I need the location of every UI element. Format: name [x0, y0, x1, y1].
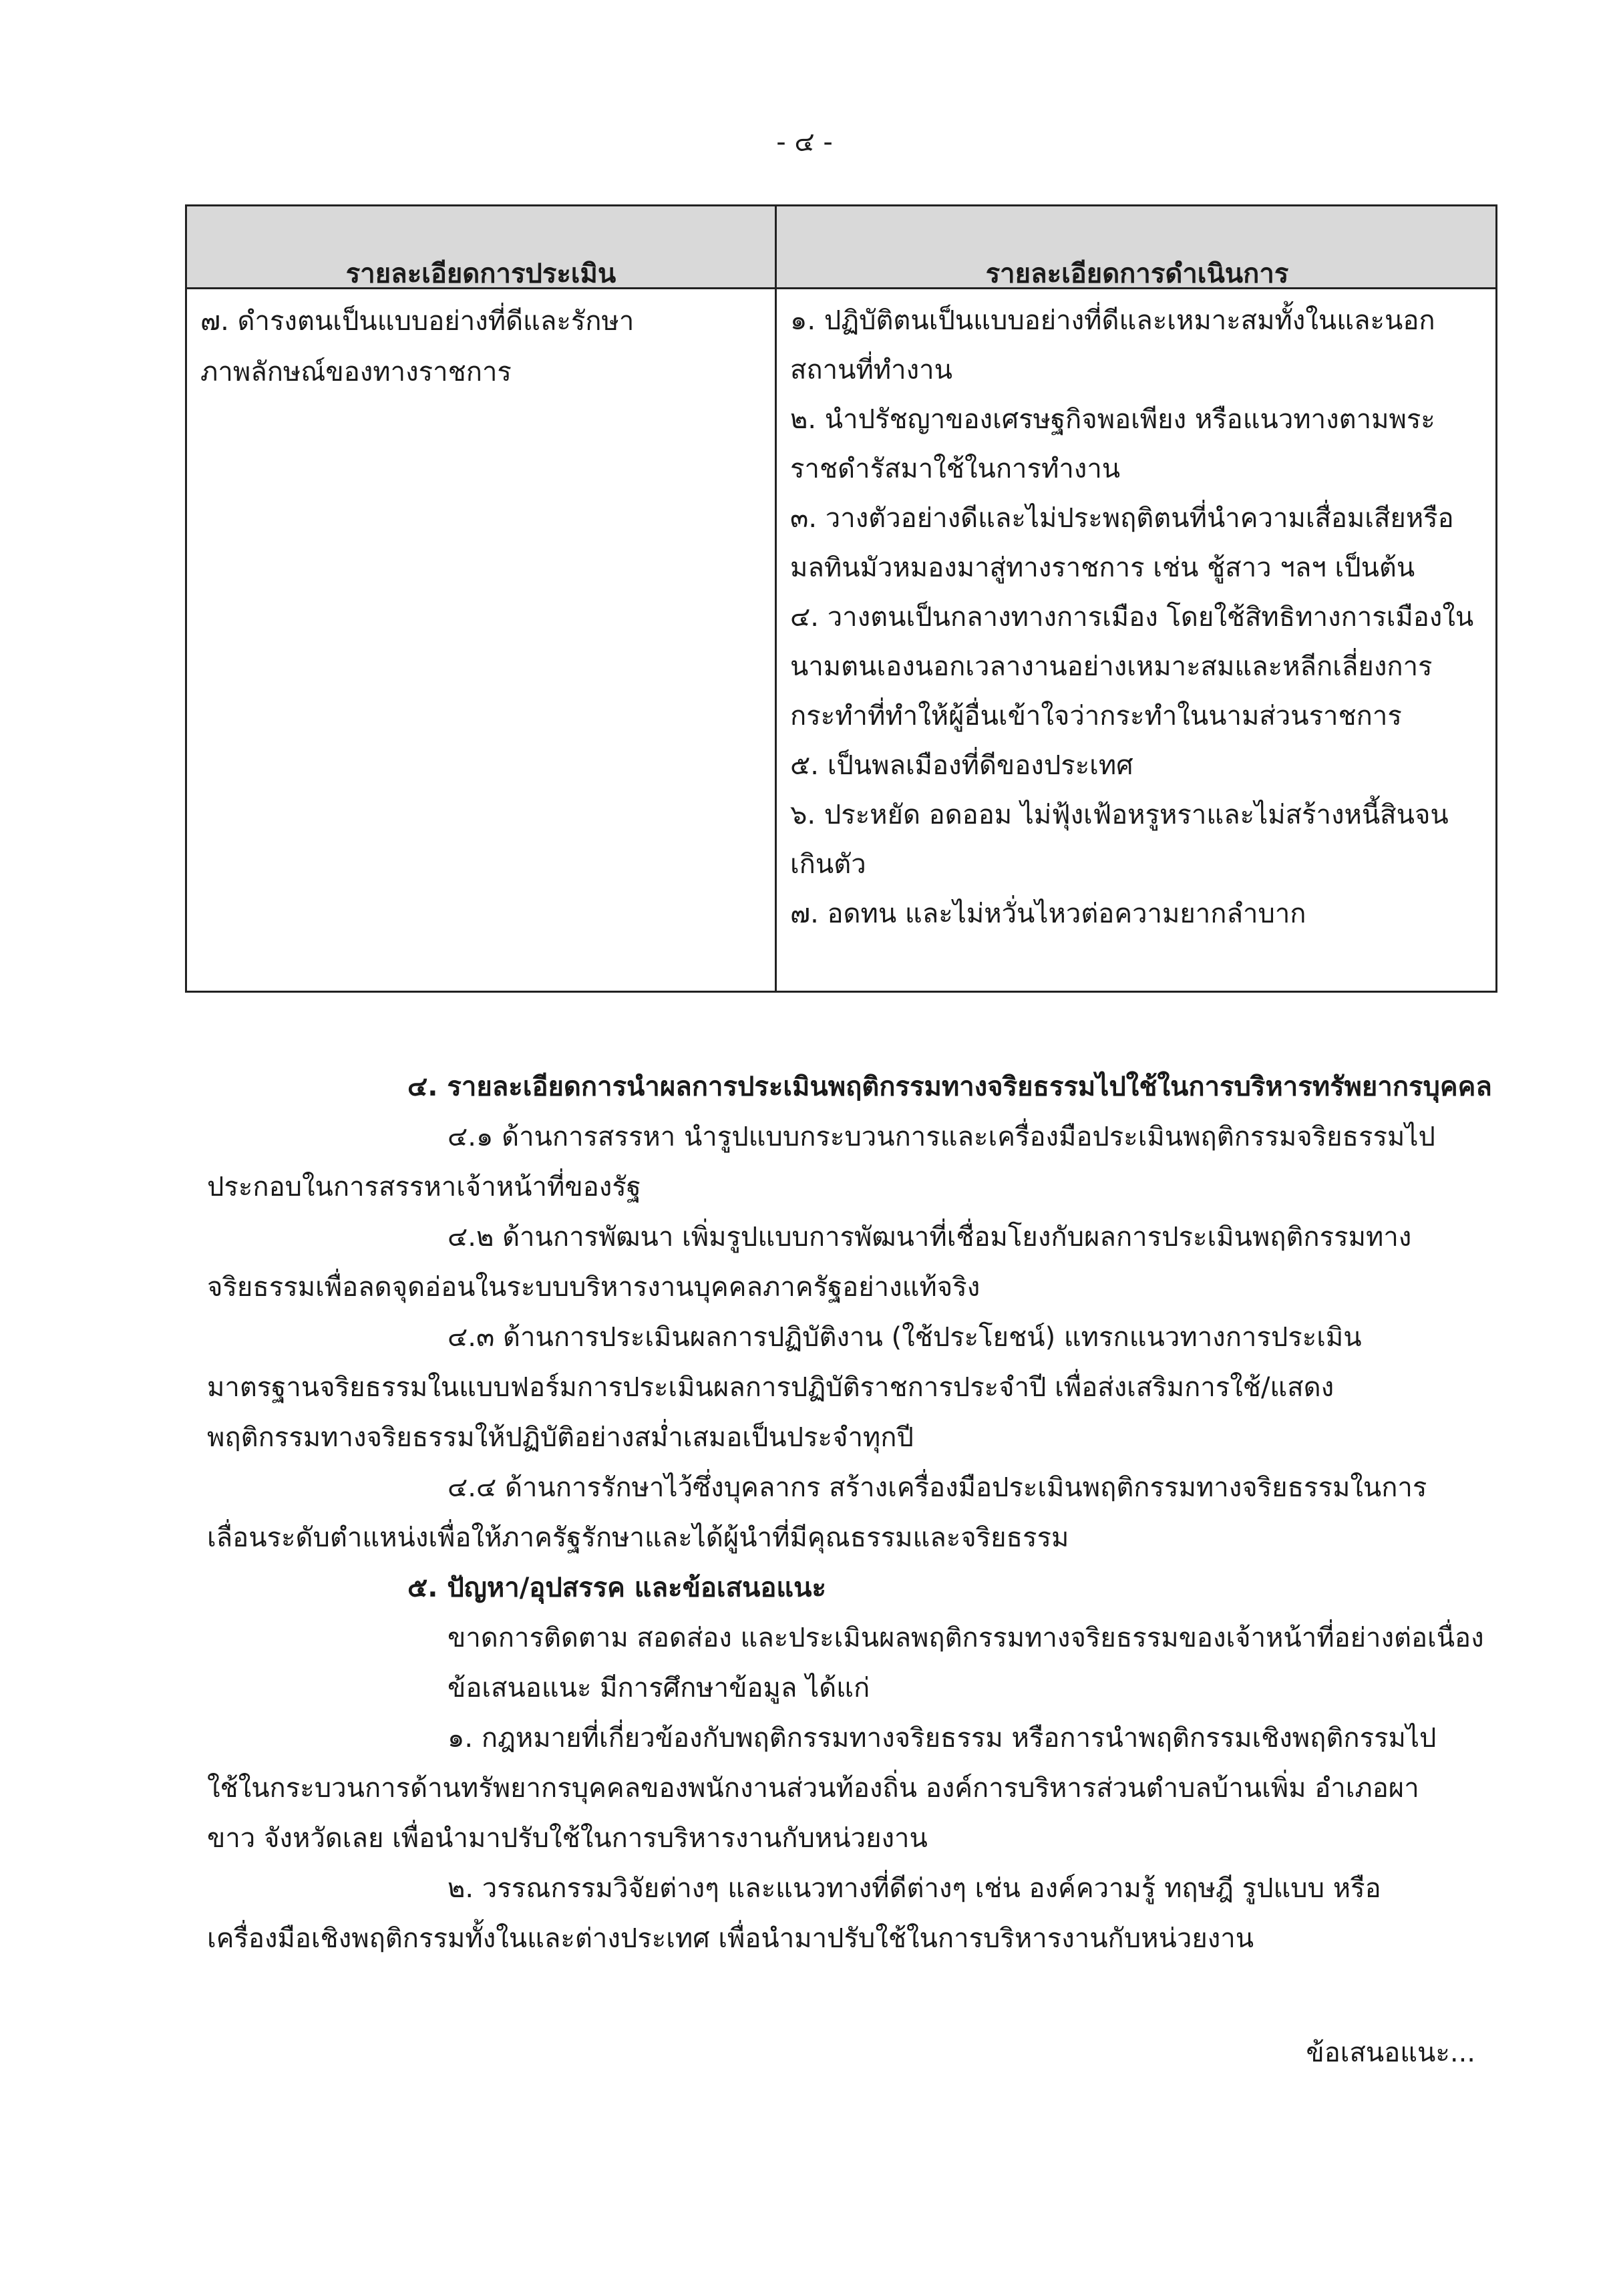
table-text-line: ๕. เป็นพลเมืองที่ดีของประเทศ: [790, 750, 1133, 781]
table-text-line: ๗. อดทน และไม่หวั่นไหวต่อความยากลำบาก: [790, 898, 1306, 929]
body-line: เลื่อนระดับตำแหน่งเพื่อให้ภาครัฐรักษาและได้ผู้นำที่มีคุณธรรมและจริยธรรม: [207, 1522, 1069, 1553]
body-line: พฤติกรรมทางจริยธรรมให้ปฏิบัติอย่างสม่ำเสมอเป็นประจำทุกปี: [207, 1422, 914, 1453]
table-text-line: ราชดำรัสมาใช้ในการทำงาน: [790, 454, 1121, 484]
body-line: ๔.๔ ด้านการรักษาไว้ซึ่งบุคลากร สร้างเครื่องมือประเมินพฤติกรรมทางจริยธรรมในการ: [448, 1472, 1427, 1503]
section5-heading: ๕. ปัญหา/อุปสรรค และข้อเสนอแนะ: [407, 1573, 826, 1603]
table-text-line: ๖. ประหยัด อดออม ไม่ฟุ้งเฟ้อหรูหราและไม่สร้างหนี้สินจน: [790, 800, 1449, 830]
table-text-line: สถานที่ทำงาน: [790, 355, 952, 385]
body-line: ขาดการติดตาม สอดส่อง และประเมินผลพฤติกรรมทางจริยธรรมของเจ้าหน้าที่อย่างต่อเนื่อง: [448, 1623, 1484, 1653]
body-line: เครื่องมือเชิงพฤติกรรมทั้งในและต่างประเทศ เพื่อนำมาปรับใช้ในการบริหารงานกับหน่วยงาน: [207, 1923, 1254, 1954]
table-text-line: ๒. นำปรัชญาของเศรษฐกิจพอเพียง หรือแนวทางตามพระ: [790, 404, 1435, 435]
table-cell-operation: [790, 296, 1491, 939]
page-number: - ๔ -: [776, 127, 833, 158]
table-text-line: กระทำที่ทำให้ผู้อื่นเข้าใจว่ากระทำในนามส่วนราชการ: [790, 701, 1402, 731]
body-line: จริยธรรมเพื่อลดจุดอ่อนในระบบบริหารงานบุคคลภาครัฐอย่างแท้จริง: [207, 1272, 980, 1303]
body-line: ๔.๑ ด้านการสรรหา นำรูปแบบกระบวนการและเครื่องมือประเมินพฤติกรรมจริยธรรมไป: [448, 1122, 1435, 1152]
section4-heading: ๔. รายละเอียดการนำผลการประเมินพฤติกรรมทางจริยธรรมไปใช้ในการบริหารทรัพยากรบุคคล: [407, 1072, 1492, 1102]
body-line: ๔.๒ ด้านการพัฒนา เพิ่มรูปแบบการพัฒนาที่เชื่อมโยงกับผลการประเมินพฤติกรรมทาง: [448, 1222, 1412, 1253]
body-line: ๔.๓ ด้านการประเมินผลการปฏิบัติงาน (ใช้ประโยชน์) แทรกแนวทางการประเมิน: [448, 1322, 1362, 1353]
body-line: ๑. กฎหมายที่เกี่ยวข้องกับพฤติกรรมทางจริยธรรม หรือการนำพฤติกรรมเชิงพฤติกรรมไป: [448, 1723, 1437, 1754]
table-text-line: นามตนเองนอกเวลางานอย่างเหมาะสมและหลีกเลี่ยงการ: [790, 651, 1433, 682]
body-line: มาตรฐานจริยธรรมในแบบฟอร์มการประเมินผลการปฏิบัติราชการประจำปี เพื่อส่งเสริมการใช้/แสดง: [207, 1372, 1334, 1403]
table-text-line: ภาพลักษณ์ของทางราชการ: [200, 357, 512, 387]
table-header-evaluation-detail: รายละเอียดการประเมิน: [345, 259, 616, 289]
table-cell-evaluation: [200, 296, 761, 397]
table-text-line: ๗. ดำรงตนเป็นแบบอย่างที่ดีและรักษา: [200, 306, 635, 337]
table-column-divider: [775, 206, 777, 991]
body-line: ขาว จังหวัดเลย เพื่อนำมาปรับใช้ในการบริหารงานกับหน่วยงาน: [207, 1823, 928, 1854]
body-line: ๒. วรรณกรรมวิจัยต่างๆ และแนวทางที่ดีต่างๆ เช่น องค์ความรู้ ทฤษฎี รูปแบบ หรือ: [448, 1873, 1381, 1904]
table-header-operation-detail: รายละเอียดการดำเนินการ: [985, 259, 1289, 289]
table-text-line: เกินตัว: [790, 849, 866, 880]
body-line: ประกอบในการสรรหาเจ้าหน้าที่ของรัฐ: [207, 1172, 641, 1202]
table-text-line: ๓. วางตัวอย่างดีและไม่ประพฤติตนที่นำความเสื่อมเสียหรือ: [790, 503, 1454, 534]
evaluation-table: [185, 204, 1497, 993]
table-text-line: ๔. วางตนเป็นกลางทางการเมือง โดยใช้สิทธิทางการเมืองใน: [790, 602, 1474, 633]
continuation-footer: ข้อเสนอแนะ...: [1306, 2037, 1475, 2068]
table-text-line: มลทินมัวหมองมาสู่ทางราชการ เช่น ชู้สาว ฯลฯ เป็นต้น: [790, 552, 1415, 583]
body-line: ใช้ในกระบวนการด้านทรัพยากรบุคคลของพนักงานส่วนท้องถิ่น องค์การบริหารส่วนตำบลบ้านเพิ่ม อำเภอผา: [207, 1773, 1419, 1804]
body-line: ข้อเสนอแนะ มีการศึกษาข้อมูล ได้แก่: [448, 1673, 870, 1703]
table-text-line: ๑. ปฏิบัติตนเป็นแบบอย่างที่ดีและเหมาะสมทั้งในและนอก: [790, 305, 1435, 336]
